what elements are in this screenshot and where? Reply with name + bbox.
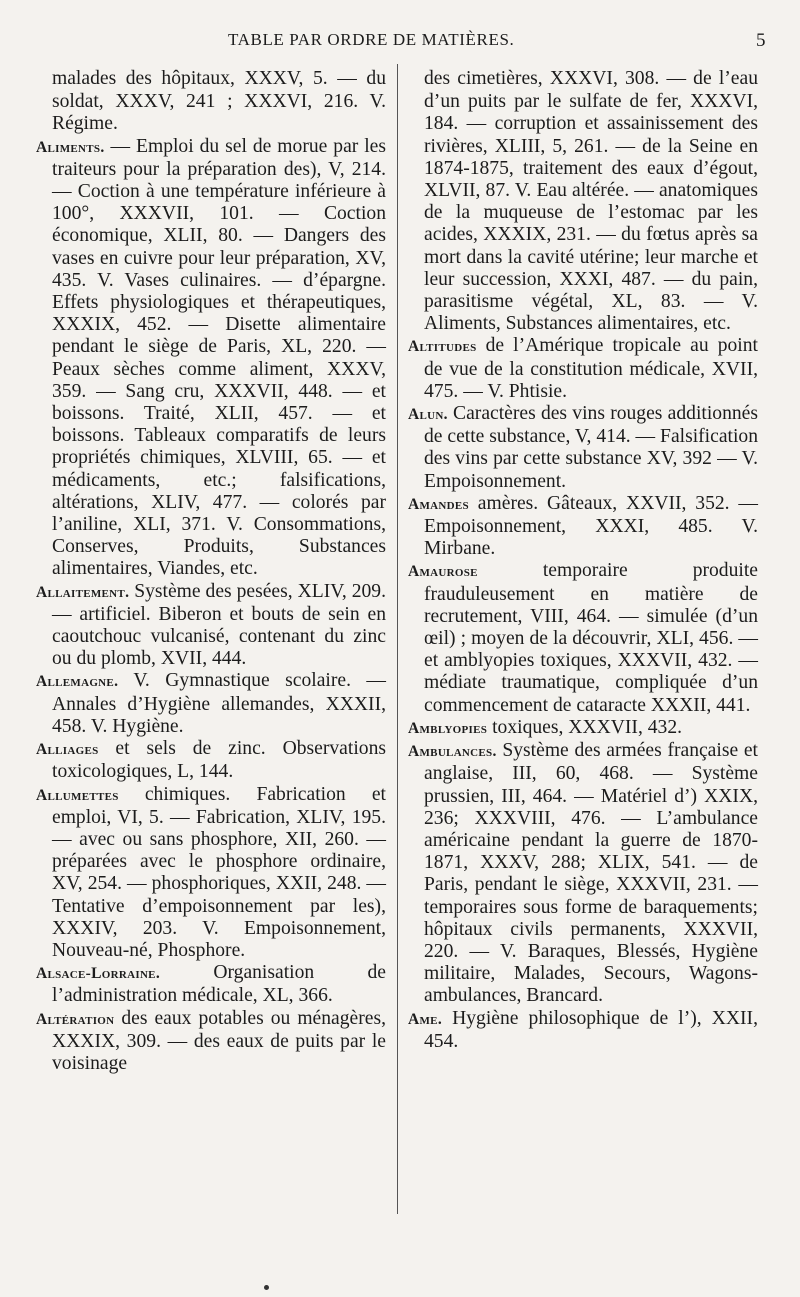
index-entry <box>408 717 758 740</box>
page-number: 5 <box>756 30 766 51</box>
entry-text: V. Gymnastique scolaire. — Annales d’Hygiène allemandes, XXXII, 458. V. Hygiène. <box>52 670 386 737</box>
index-entry <box>408 560 758 716</box>
entry-text: temporaire produite frauduleusement en matière de recrutement, VIII, 464. — simulée (d’un œil) ; moyen de la découvrir, XLI, 456. — et amblyopies toxiques, XXXVII, 432. — médiate traumatique, compliquée d’un commencement de cataracte XXXII, 441. <box>424 560 758 716</box>
entry-heading: Aliments. <box>36 138 105 156</box>
index-entry <box>36 1008 386 1076</box>
index-entry <box>408 493 758 561</box>
index-entry <box>408 403 758 493</box>
index-entry: malades des hôpitaux, XXXV, 5. — du soldat, XXXV, 241 ; XXXVI, 216. V. Régime. <box>52 68 386 135</box>
index-entry <box>36 581 386 671</box>
entry-heading: Allaitement. <box>36 583 130 601</box>
entry-text: Système des armées française et anglaise, III, 60, 468. — Système prussien, III, 464. — Matériel d’) XXIX, 236; XXXVIII, 476. — L’ambulance américaine pendant la guerre de 1870-1871, XXXV, 288; XLIX, 541. — de Paris, pendant le siège, XXXVII, 231. — temporaires sous forme de baraquements; hôpitaux civils permanents, XXXVII, 220. — V. Baraques, Blessés, Hygiène militaire, Malades, Secours, Wagons-ambulances, Brancard. <box>424 740 758 1007</box>
entry-heading: Altitudes <box>408 338 477 356</box>
entry-heading: Alliages <box>36 741 99 759</box>
entry-heading: Alsace-Lorraine. <box>36 965 160 983</box>
entry-text: chimiques. Fabrication et emploi, VI, 5. — Fabrication, XLIV, 195. — avec ou sans phosphore, XII, 260. — préparées avec le phosphore ordinaire, XV, 254. — phosphoriques, XXII, 248. — Tentative d’empoisonnement par les), XXXIV, 203. V. Empoisonnement, Nouveau-né, Phosphore. <box>52 783 386 961</box>
running-title: TABLE PAR ORDRE DE MATIÈRES. <box>228 30 515 49</box>
entry-heading: Alun. <box>408 406 448 424</box>
right-column <box>408 68 758 1053</box>
entry-heading: Amandes <box>408 495 469 513</box>
entry-text: Système des pesées, XLIV, 209. — artificiel. Biberon et bouts de sein en caoutchouc vulcanisé, contenant du zinc ou du plomb, XVII, 444. <box>52 580 386 670</box>
page-header <box>0 30 800 58</box>
index-entry <box>408 740 758 1007</box>
index-entry <box>36 738 386 783</box>
index-entry <box>36 784 386 963</box>
entry-heading: Ame. <box>408 1010 442 1028</box>
entry-heading: Amaurose <box>408 563 478 581</box>
left-column <box>36 68 386 1075</box>
entry-text: des eaux potables ou ménagères, XXXIX, 309. — des eaux de puits par le voisinage <box>52 1007 386 1074</box>
entry-heading: Allumettes <box>36 786 119 804</box>
entry-heading: Allemagne. <box>36 673 119 691</box>
entry-text: toxiques, XXXVII, 432. <box>487 716 683 738</box>
index-entry <box>36 670 386 738</box>
entry-text: amères. Gâteaux, XXVII, 352. — Empoisonnement, XXXI, 485. V. Mirbane. <box>424 492 758 560</box>
entry-text: Caractères des vins rouges additionnés de cette substance, V, 414. — Falsification des vins par cette substance XV, 392 — V. Empoisonnement. <box>424 403 758 492</box>
index-entry: des cimetières, XXXVI, 308. — de l’eau d’un puits par le sulfate de fer, XXXVI, 184. — corruption et assainissement des rivières, XLIII, 5, 261. — de la Seine en 1874-1875, traitement des eaux d’égout, XLVII, 87. V. Eau altérée. — anatomiques de la muqueuse de l’estomac par les acides, XXXIX, 231. — du fœtus après sa mort dans la cavité utérine; leur marche et leur succession, XXXI, 487. — du pain, parasitisme végétal, XL, 83. — V. Aliments, Substances alimentaires, etc. <box>424 68 758 335</box>
entry-heading: Altération <box>36 1010 115 1028</box>
entry-heading: Ambulances. <box>408 743 497 761</box>
entry-text: de l’Amérique tropicale au point de vue de la constitution médicale, XVII, 475. — V. Phtisie. <box>424 335 758 402</box>
index-entry <box>408 335 758 403</box>
column-divider <box>397 64 398 1214</box>
ink-dot <box>264 1285 269 1290</box>
index-entry <box>36 962 386 1007</box>
entry-text: Hygiène philosophique de l’), XXII, 454. <box>424 1007 758 1052</box>
entry-text: et sels de zinc. Observations toxicologiques, L, 144. <box>52 738 386 783</box>
entry-text: — Emploi du sel de morue par les traiteurs pour la préparation des), V, 214. — Coction à une température inférieure à 100°, XXXVII, 101. — Coction économique, XLII, 80. — Dangers des vases en cuivre pour leur préparation, XV, 435. V. Vases culinaires. — d’épargne. Effets physiologiques et thérapeutiques, XXXIX, 452. — Disette alimentaire pendant le siège de Paris, XL, 220. — Peaux sèches comme aliment, XXXV, 359. — Sang cru, XXXVII, 448. — et boissons. Traité, XLII, 457. — et boissons. Tableaux comparatifs de leurs propriétés chimiques, XLVIII, 65. — et médicaments, etc.; falsifications, altérations, XLIV, 477. — colorés par l’aniline, XLI, 371. V. Consommations, Conserves, Produits, Substances alimentaires, Viandes, etc. <box>52 135 386 580</box>
index-entry <box>36 136 386 581</box>
index-entry <box>408 1008 758 1053</box>
entry-heading: Amblyopies <box>408 719 488 737</box>
entry-text: Organisation de l’administration médicale, XL, 366. <box>52 962 386 1007</box>
